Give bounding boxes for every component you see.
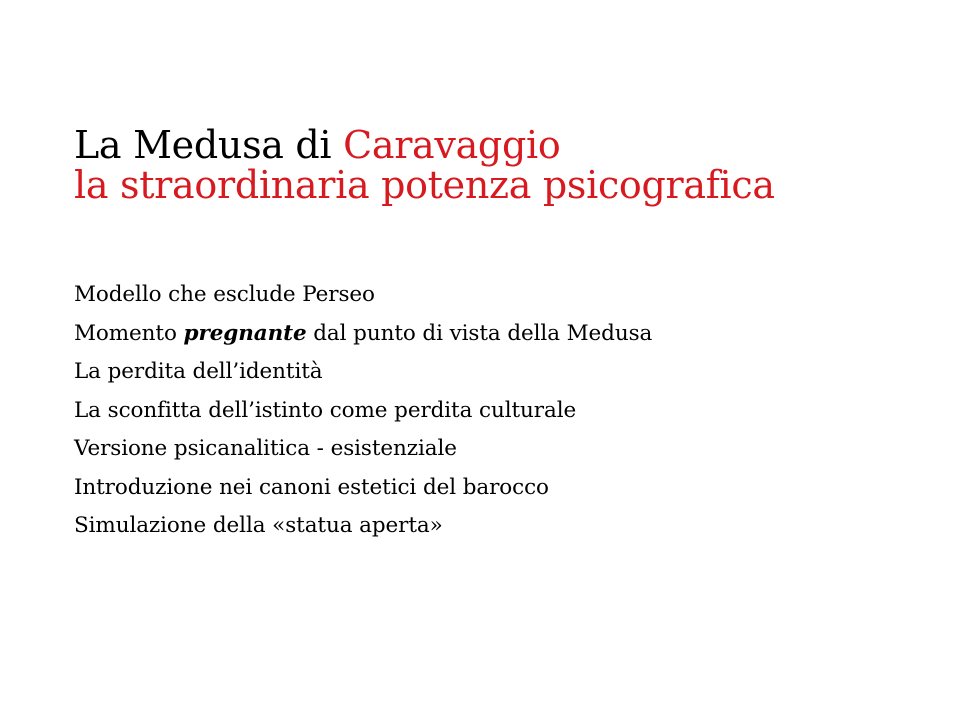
bullet-list xyxy=(74,276,934,546)
bullet-item: Versione psicanalitica - esistenziale xyxy=(74,436,457,461)
slide-title xyxy=(74,125,934,205)
bullet-text-after: dal punto di vista della Medusa xyxy=(306,320,653,346)
title-line-1 xyxy=(74,125,934,165)
title-accent-caravaggio: Caravaggio xyxy=(343,123,561,167)
bullet-text-before: Momento xyxy=(74,320,184,346)
bullet-item: La sconfitta dell’istinto come perdita culturale xyxy=(74,397,577,423)
bullet-item: Simulazione della «statua aperta» xyxy=(74,513,443,538)
bullet-emphasis: pregnante xyxy=(183,320,307,346)
bullet-item: Introduzione nei canoni estetici del barocco xyxy=(74,474,549,500)
bullet-item: Modello che esclude Perseo xyxy=(74,282,375,307)
bullet-item xyxy=(74,315,934,354)
title-prefix: La Medusa di xyxy=(74,123,344,167)
bullet-item: La perdita dell’identità xyxy=(74,359,323,384)
subtitle: la straordinaria potenza psicografica xyxy=(74,163,775,207)
